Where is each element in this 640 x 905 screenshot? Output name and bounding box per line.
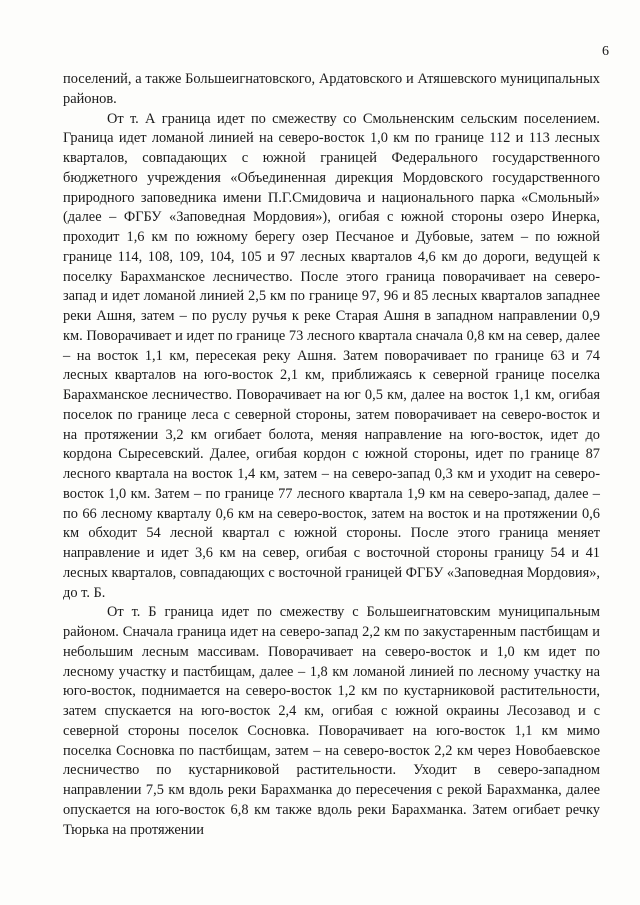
- document-body: [63, 70, 600, 840]
- paragraph-point-a: От т. А граница идет по смежеству со Смольненским сельским поселением. Граница идет ломаной линией на северо-восток 1,0 км по границе 112 и 113 лесных кварталов, совпадающих с южной границей Федерального государственного бюджетного учреждения «Объединенная дирекция Мордовского государственного природного заповедника имени П.Г.Смидовича и национального парка «Смольный» (далее – ФГБУ «Заповедная Мордовия»), огибая с южной стороны озеро Инерка, проходит 1,6 км по южному берегу озер Песчаное и Дубовые, затем – по южной границе 114, 108, 109, 104, 105 и 97 лесных кварталов 4,6 км до дороги, ведущей к поселку Барахманское лесничество. После этого граница поворачивает на северо-запад и идет ломаной линией 2,5 км по границе 97, 96 и 85 лесных кварталов западнее реки Ашня, затем – по руслу ручья к реке Старая Ашня в западном направлении 0,9 км. Поворачивает и идет по границе 73 лесного квартала сначала 0,8 км на север, далее – на восток 1,1 км, пересекая реку Ашня. Затем поворачивает по границе 63 и 74 лесных кварталов на юго-восток 2,1 км, приближаясь к северной границе поселка Барахманское лесничество. Поворачивает на юг 0,5 км, далее на восток 1,1 км, огибая поселок по границе леса с северной стороны, затем поворачивает на северо-восток и на протяжении 3,2 км огибает болота, меняя направление на юго-восток, идет до кордона Сыресевский. Далее, огибая кордон с южной стороны, идет по границе 87 лесного квартала на восток 1,4 км, затем – на северо-запад 0,3 км и уходит на северо-восток 1,0 км. Затем – по границе 77 лесного квартала 1,9 км на северо-запад, далее – по 66 лесному кварталу 0,6 км на северо-восток, затем на восток и на протяжении 0,6 км обходит 54 лесной квартал с южной стороны. После этого граница меняет направление и идет 3,6 км на север, огибая с восточной стороны границу 54 и 41 лесных кварталов, совпадающих с восточной границей ФГБУ «Заповедная Мордовия», до т. Б.: [63, 110, 600, 601]
- paragraph-continuation: поселений, а также Большеигнатовского, Ардатовского и Атяшевского муниципальных районов.: [63, 71, 600, 107]
- paragraph-point-b: От т. Б граница идет по смежеству с Большеигнатовским муниципальным районом. Сначала граница идет на северо-запад 2,2 км по закустаренным пастбищам и небольшим лесным массивам. Поворачивает на северо-восток и 1,0 км идет по лесному участку и пастбищам, далее – 1,8 км ломаной линией по лесному участку на юго-восток, поднимается на северо-восток 1,2 км по кустарниковой растительности, затем спускается на юго-восток 2,4 км, огибая с южной окраины Лесозавод и с северной стороны поселок Сосновка. Поворачивает на юго-восток 1,1 км мимо поселка Сосновка по пастбищам, затем – на северо-восток 2,2 км через Новобаевское лесничество по кустарниковой растительности. Уходит в северо-западном направлении 7,5 км вдоль реки Барахманка до пересечения с рекой Барахманка, далее опускается на юго-восток 6,8 км также вдоль реки Барахманка. Затем огибает речку Тюрька на протяжении: [63, 604, 600, 838]
- page-number: 6: [602, 44, 609, 59]
